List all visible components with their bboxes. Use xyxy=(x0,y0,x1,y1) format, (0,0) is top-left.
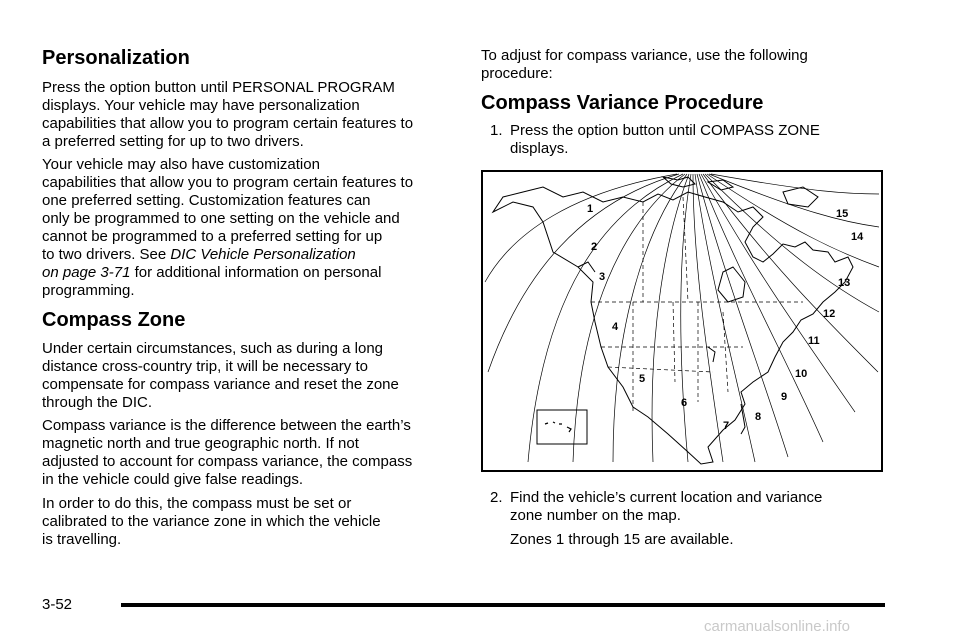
hawaii-inset xyxy=(537,410,587,444)
text-line: is travelling. xyxy=(42,531,122,548)
step-text xyxy=(510,489,822,525)
personalization-heading: Personalization xyxy=(42,47,190,69)
text-line: distance cross-country trip, it will be necessary to xyxy=(42,358,368,375)
zone-divider-lines xyxy=(485,174,879,462)
text-line: In order to do this, the compass must be set or xyxy=(42,495,352,512)
zone-label: 2 xyxy=(591,241,598,253)
zone-label: 15 xyxy=(836,208,849,220)
zone-label: 3 xyxy=(599,271,606,283)
compass-zone-paragraph-2 xyxy=(42,417,412,489)
text-line: displays. Your vehicle may have personalization xyxy=(42,97,360,114)
zone-label: 13 xyxy=(838,277,851,289)
text-line: zone number on the map. xyxy=(510,507,681,524)
zone-label: 11 xyxy=(808,335,820,347)
procedure-intro xyxy=(481,47,808,83)
watermark-text: carmanualsonline.info xyxy=(704,618,850,635)
step-number: 1. xyxy=(490,122,503,139)
zone-label: 1 xyxy=(587,203,594,215)
text-line: Under certain circumstances, such as during a long xyxy=(42,340,384,357)
personalization-paragraph-1 xyxy=(42,79,413,151)
text-line: through the DIC. xyxy=(42,394,153,411)
zone-label: 14 xyxy=(851,231,864,243)
text-line: magnetic north and true geographic north. If not xyxy=(42,435,359,452)
personalization-paragraph-2 xyxy=(42,156,413,300)
text-line: displays. xyxy=(510,140,569,157)
text-line: Compass variance is the difference between the earth’s xyxy=(42,417,411,434)
compass-zone-paragraph-1 xyxy=(42,340,399,412)
compass-zone-paragraph-3 xyxy=(42,495,381,549)
zone-label: 8 xyxy=(755,411,762,423)
text-line: adjusted to account for compass variance, the compass xyxy=(42,453,413,470)
footer-rule xyxy=(121,603,885,607)
zone-label: 10 xyxy=(795,368,808,380)
compass-variance-zone-map xyxy=(481,170,883,472)
text-line: programming. xyxy=(42,282,135,299)
text-line: compensate for compass variance and reset the zone xyxy=(42,376,399,393)
continent-outline xyxy=(493,177,853,464)
zones-available-note xyxy=(510,531,733,549)
zone-label: 5 xyxy=(639,373,646,385)
text-line: capabilities that allow you to program certain features to xyxy=(42,115,414,132)
text-line xyxy=(42,246,413,264)
text-line: capabilities that allow you to program certain features to xyxy=(42,174,414,191)
text-fragment: to two drivers. See xyxy=(42,246,171,263)
text-line: only be programmed to one setting on the vehicle and xyxy=(42,210,400,227)
text-line: a preferred setting for up to two drivers. xyxy=(42,133,304,150)
text-line: Press the option button until PERSONAL PROGRAM xyxy=(42,79,395,96)
text-line xyxy=(42,264,413,282)
text-line: cannot be programmed to a preferred setting for up xyxy=(42,228,383,245)
north-america-map-graphic xyxy=(483,172,881,470)
zone-label: 12 xyxy=(823,308,836,320)
zone-label: 4 xyxy=(612,321,619,333)
text-line: Press the option button until COMPASS ZONE xyxy=(510,122,820,139)
step-number: 2. xyxy=(490,489,503,506)
text-line: procedure: xyxy=(481,65,553,82)
dic-personalization-link[interactable]: DIC Vehicle Personalization xyxy=(170,246,356,263)
zone-label: 9 xyxy=(781,391,788,403)
zone-label: 6 xyxy=(681,397,688,409)
zone-label: 7 xyxy=(723,420,730,432)
text-line: in the vehicle could give false readings. xyxy=(42,471,303,488)
text-line: calibrated to the variance zone in which the vehicle xyxy=(42,513,381,530)
text-line: Find the vehicle’s current location and variance xyxy=(510,489,823,506)
step-text xyxy=(510,122,820,158)
page-reference-link[interactable]: on page 3-71 xyxy=(42,264,131,281)
text-line: Your vehicle may also have customization xyxy=(42,156,320,173)
text-line: Zones 1 through 15 are available. xyxy=(510,531,734,548)
border-lines xyxy=(591,197,803,412)
compass-variance-procedure-heading: Compass Variance Procedure xyxy=(481,92,764,114)
text-line: one preferred setting. Customization features can xyxy=(42,192,371,209)
text-fragment: for additional information on personal xyxy=(130,264,382,281)
compass-zone-heading: Compass Zone xyxy=(42,309,186,331)
page-number: 3-52 xyxy=(42,596,73,613)
text-line: To adjust for compass variance, use the following xyxy=(481,47,808,64)
